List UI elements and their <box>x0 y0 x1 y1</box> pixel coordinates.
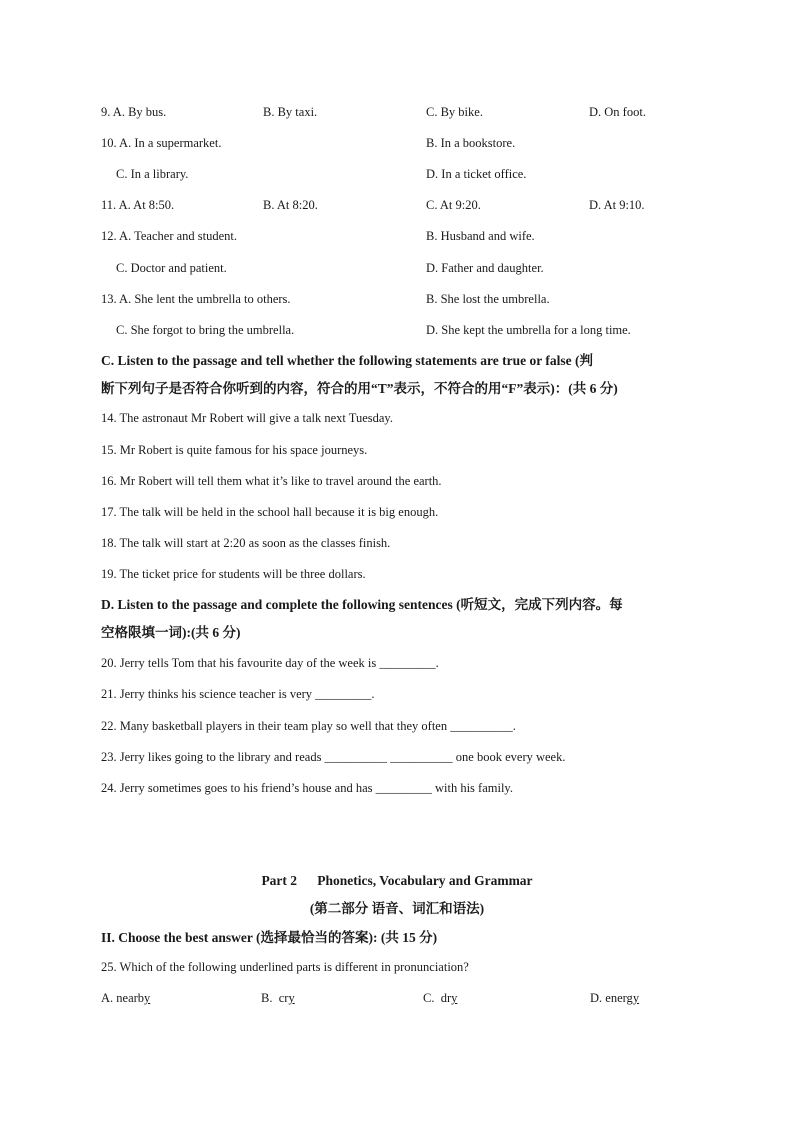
q13-option-c: C. She forgot to bring the umbrella. <box>116 323 295 337</box>
section-ii-heading: II. Choose the best answer (选择最恰当的答案): (共 15 分) <box>101 930 438 945</box>
q10-option-a: 10. A. In a supermarket. <box>101 136 222 150</box>
q11-option-b: B. At 8:20. <box>263 198 318 212</box>
q12-option-c: C. Doctor and patient. <box>116 261 227 275</box>
section-d-heading: D. Listen to the passage and complete the following sentences (听短文，完成下列内容。每 <box>101 597 623 612</box>
q12-option-d: D. Father and daughter. <box>426 261 544 275</box>
tf-item-17: 17. The talk will be held in the school hall because it is big enough. <box>101 505 439 519</box>
q11-option-a: 11. A. At 8:50. <box>101 198 175 212</box>
fill-item-24: 24. Jerry sometimes goes to his friend’s house and has _________ with his family. <box>101 781 513 795</box>
fill-item-20: 20. Jerry tells Tom that his favourite day of the week is _________. <box>101 656 439 670</box>
tf-item-16: 16. Mr Robert will tell them what it’s like to travel around the earth. <box>101 474 442 488</box>
section-c-heading: C. Listen to the passage and tell whether the following statements are true or false (判 <box>101 353 593 368</box>
q13-option-a: 13. A. She lent the umbrella to others. <box>101 292 291 306</box>
q11-option-c: C. At 9:20. <box>426 198 481 212</box>
q9-option-b: B. By taxi. <box>263 105 318 119</box>
q25-stem: 25. Which of the following underlined parts is different in pronunciation? <box>101 960 469 974</box>
q9-option-a: 9. A. By bus. <box>101 105 167 119</box>
q11-option-d: D. At 9:10. <box>589 198 645 212</box>
q12-option-a: 12. A. Teacher and student. <box>101 229 238 243</box>
underlined-part: y <box>632 991 640 1005</box>
q9-option-d: D. On foot. <box>589 105 646 119</box>
tf-item-19: 19. The ticket price for students will be three dollars. <box>101 567 366 581</box>
q12-option-b: B. Husband and wife. <box>426 229 535 243</box>
q25-option-c: C. dry <box>423 991 458 1005</box>
underlined-part: y <box>288 991 295 1005</box>
part2-title: Part 2 Phonetics, Vocabulary and Grammar <box>261 873 533 888</box>
part2-subtitle: (第二部分 语音、词汇和语法) <box>309 901 485 916</box>
q13-option-b: B. She lost the umbrella. <box>426 292 550 306</box>
section-d-heading-cont: 空格限填一词):(共 6 分) <box>101 625 241 640</box>
q10-option-b: B. In a bookstore. <box>426 136 516 150</box>
q9-option-c: C. By bike. <box>426 105 483 119</box>
tf-item-15: 15. Mr Robert is quite famous for his space journeys. <box>101 443 368 457</box>
tf-item-14: 14. The astronaut Mr Robert will give a talk next Tuesday. <box>101 411 393 425</box>
section-c-heading-cont: 断下列句子是否符合你听到的内容，符合的用“T”表示，不符合的用“F”表示)：(共 6 分) <box>101 381 618 396</box>
underlined-part: y <box>451 991 458 1005</box>
q25-option-b: B. cry <box>261 991 295 1005</box>
q13-option-d: D. She kept the umbrella for a long time. <box>426 323 631 337</box>
fill-item-21: 21. Jerry thinks his science teacher is very _________. <box>101 687 375 701</box>
q25-option-d: D. energy <box>590 991 640 1005</box>
underlined-part: y <box>144 991 151 1005</box>
fill-item-22: 22. Many basketball players in their team play so well that they often __________. <box>101 719 516 733</box>
q10-option-c: C. In a library. <box>116 167 189 181</box>
fill-item-23: 23. Jerry likes going to the library and reads __________ __________ one book every week. <box>101 750 566 764</box>
q25-option-a: A. nearby <box>101 991 151 1005</box>
tf-item-18: 18. The talk will start at 2:20 as soon as the classes finish. <box>101 536 391 550</box>
q10-option-d: D. In a ticket office. <box>426 167 527 181</box>
